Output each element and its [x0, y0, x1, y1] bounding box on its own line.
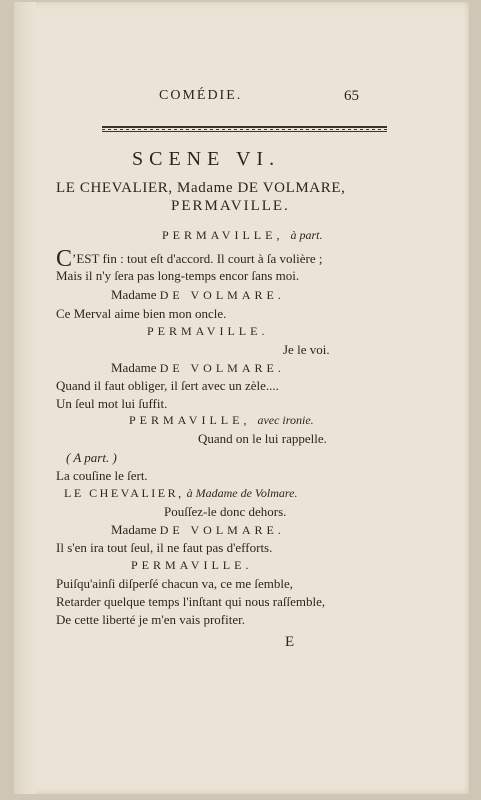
page-number: 65 — [344, 88, 359, 104]
verse-line: Quand on le lui rappelle. — [198, 431, 327, 446]
stage-direction-line: ( A part. ) — [66, 450, 117, 465]
verse-line: Un ſeul mot lui ſuffit. — [56, 396, 168, 411]
verse-line: Pouſſez-le donc dehors. — [164, 504, 287, 519]
speaker-prefix: Madame — [111, 360, 157, 375]
speaker-name: DE VOLMARE. — [159, 288, 285, 302]
speaker-heading: PERMAVILLE. — [131, 558, 253, 572]
speaker-name: PERMAVILLE, — [129, 413, 251, 427]
speaker-heading — [111, 287, 285, 303]
speaker-heading — [162, 228, 322, 243]
page-gutter-shadow — [14, 2, 36, 794]
speaker-name: DE VOLMARE. — [159, 361, 285, 375]
verse-line: Mais il n'y ſera pas long-temps encor ſans moi. — [56, 268, 300, 283]
speaker-heading — [64, 486, 297, 501]
verse-line: Ce Merval aime bien mon oncle. — [56, 306, 227, 321]
verse-line: Retarder quelque temps l'inſtant qui nous raſſemble, — [56, 594, 326, 609]
verse-text: ’EST fin : tout eſt d'accord. Il court à ſa volière ; — [72, 251, 323, 266]
cast-list-line2: PERMAVILLE. — [171, 198, 290, 214]
speaker-heading — [111, 360, 285, 376]
signature-mark: E — [285, 634, 295, 650]
stage-direction: à part. — [290, 228, 323, 242]
running-title: COMÉDIE. — [159, 88, 243, 103]
speaker-heading — [129, 413, 314, 428]
scene-title: SCENE VI. — [132, 148, 281, 170]
ornamental-rule — [102, 126, 387, 132]
verse-line: Puiſqu'ainſi diſperſé chacun va, ce me ſemble, — [56, 576, 293, 591]
verse-line: Quand il faut obliger, il ſert avec un zèle.... — [56, 378, 279, 393]
speaker-heading: PERMAVILLE. — [147, 324, 269, 338]
stage-direction: à Madame de Volmare. — [186, 486, 298, 500]
verse-line: Je le voi. — [283, 342, 330, 357]
drop-cap: C — [56, 246, 73, 272]
verse-line: La couſine le ſert. — [56, 468, 148, 483]
speaker-prefix: Madame — [111, 287, 157, 302]
speaker-name: DE VOLMARE. — [159, 523, 285, 537]
speaker-prefix: Madame — [111, 522, 157, 537]
verse-line: De cette liberté je m'en vais profiter. — [56, 612, 245, 627]
speaker-name: PERMAVILLE, — [162, 228, 284, 242]
book-page — [14, 2, 469, 794]
cast-list-line1: LE CHEVALIER, Madame DE VOLMARE, — [56, 180, 346, 196]
speaker-name: LE CHEVALIER, — [64, 486, 184, 500]
stage-direction: avec ironie. — [257, 413, 314, 427]
verse-line: Il s'en ira tout ſeul, il ne faut pas d'efforts. — [56, 540, 273, 555]
speaker-heading — [111, 522, 285, 538]
